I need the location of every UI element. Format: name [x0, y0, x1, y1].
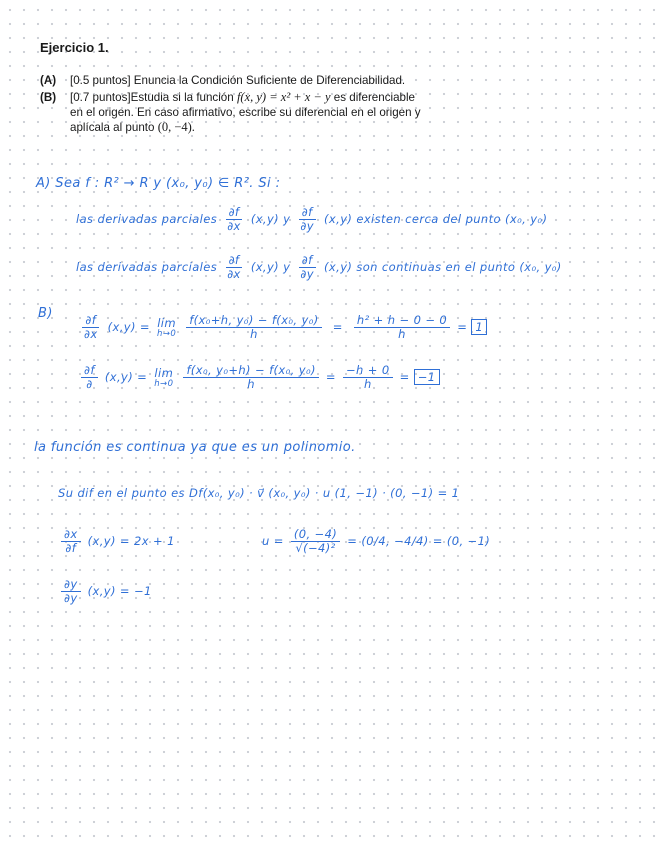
simplified-quotient-y: $\frac{-h + 0}{h}$ [343, 364, 393, 391]
limit: lim h→0 [157, 316, 177, 339]
unit-vector-line: u = $\frac{(0, -4)}{\text{√(−4)²}}$ = (0/4, −4/4) = (0, −1) [262, 527, 491, 555]
df-dy-fraction: $\frac{\partial f}{\partial y}$ [300, 253, 314, 281]
unit-vector-fraction: $\frac{(0, -4)}{\text{√(−4)²}}$ [291, 528, 340, 555]
simplified-quotient-x: $\frac{\text{h² + h − 0 − 0}}{h}$ [354, 314, 450, 341]
xy-arg: (x,y) [250, 212, 280, 226]
xy-arg: (x,y) [324, 260, 353, 274]
part-b-text-2: es diferenciable [333, 91, 415, 104]
part-b-formula: f(x, y) = x² + x − y [236, 90, 331, 104]
partial-x-limit: $\frac{\partial f}{\partial x}$ (x,y) = lim h→0 $\frac{\text{f(x₀+h, y₀) − f(x₀, y₀)}}{h}$ = $\frac{\text{h² + h − 0 − 0}}{h}$ = 1 [78, 314, 487, 341]
result-box-2: −1 [414, 369, 440, 385]
part-a-text: [0.5 puntos] Enuncia la Condición Suficiente de Diferenciabilidad. [70, 74, 406, 87]
part-b-line-2: en el origen. En caso afirmativo, escribe su diferencial en el origen y [70, 106, 421, 119]
limit: lim h→0 [154, 366, 174, 389]
exercise-statement [40, 40, 500, 137]
answer-b-label: B) [38, 306, 53, 321]
part-b-point: (0, −4). [157, 120, 195, 134]
df-dx-fraction: $\frac{\partial f}{\partial x}$ [227, 205, 241, 233]
part-a [40, 73, 500, 88]
part-b-line-3: aplícala al punto [70, 121, 155, 134]
answer-a-line-1: A) Sea f : R² → R y (x₀, y₀) ∈ R². Si : [36, 176, 281, 191]
partial-y-limit: $\frac{\partial f}{\partial}$ (x,y) = lim h→0 $\frac{\text{f(x₀, y₀+h) − f(x₀, y₀)}}{h}$ = $\frac{-h + 0}{h}$ = −1 [78, 364, 440, 391]
difference-quotient-x: $\frac{\text{f(x₀+h, y₀) − f(x₀, y₀)}}{h}$ [186, 314, 321, 341]
partial-derivatives-text: las derivadas parciales [76, 212, 218, 226]
difference-quotient-y: $\frac{\text{f(x₀, y₀+h) − f(x₀, y₀)}}{h}$ [183, 364, 318, 391]
continuous-at-point: son continuas en el punto (x₀, y₀) [356, 260, 562, 274]
exercise-title: Ejercicio 1. [40, 40, 109, 55]
answer-a-line-3 [76, 254, 562, 281]
partial-derivatives-text: las derivadas parciales [76, 260, 218, 274]
differential-line: Su dif en el punto es Df(x₀, y₀) · v⃗ (x₀, y₀) · u (1, −1) · (0, −1) = 1 [58, 486, 460, 500]
part-b-text [70, 90, 500, 135]
answer-a-line-2 [76, 206, 547, 233]
exist-near-point: existen cerca del punto (x₀, y₀) [356, 212, 548, 226]
df-dx-fraction: $\frac{\partial f}{\partial x}$ [227, 253, 241, 281]
part-a-label: (A) [40, 74, 57, 87]
part-b-text-1: [0.7 puntos]Estudia si la función [70, 91, 234, 104]
derivative-y-result: $\frac{\partial y}{\partial y}$ (x,y) = −1 [58, 578, 152, 605]
xy-arg: (x,y) [324, 212, 353, 226]
part-b-label: (B) [40, 91, 57, 104]
result-box-1: 1 [471, 319, 487, 335]
and-word: y [283, 212, 291, 226]
df-dy-fraction: $\frac{\partial f}{\partial y}$ [300, 205, 314, 233]
derivative-x-result: $\frac{\partial x}{\partial f}$ (x,y) = 2x + 1 [58, 528, 175, 555]
and-word: y [283, 260, 291, 274]
part-b [40, 90, 500, 135]
continuity-line: la función es continua ya que es un polinomio. [34, 440, 356, 455]
xy-arg: (x,y) [250, 260, 280, 274]
